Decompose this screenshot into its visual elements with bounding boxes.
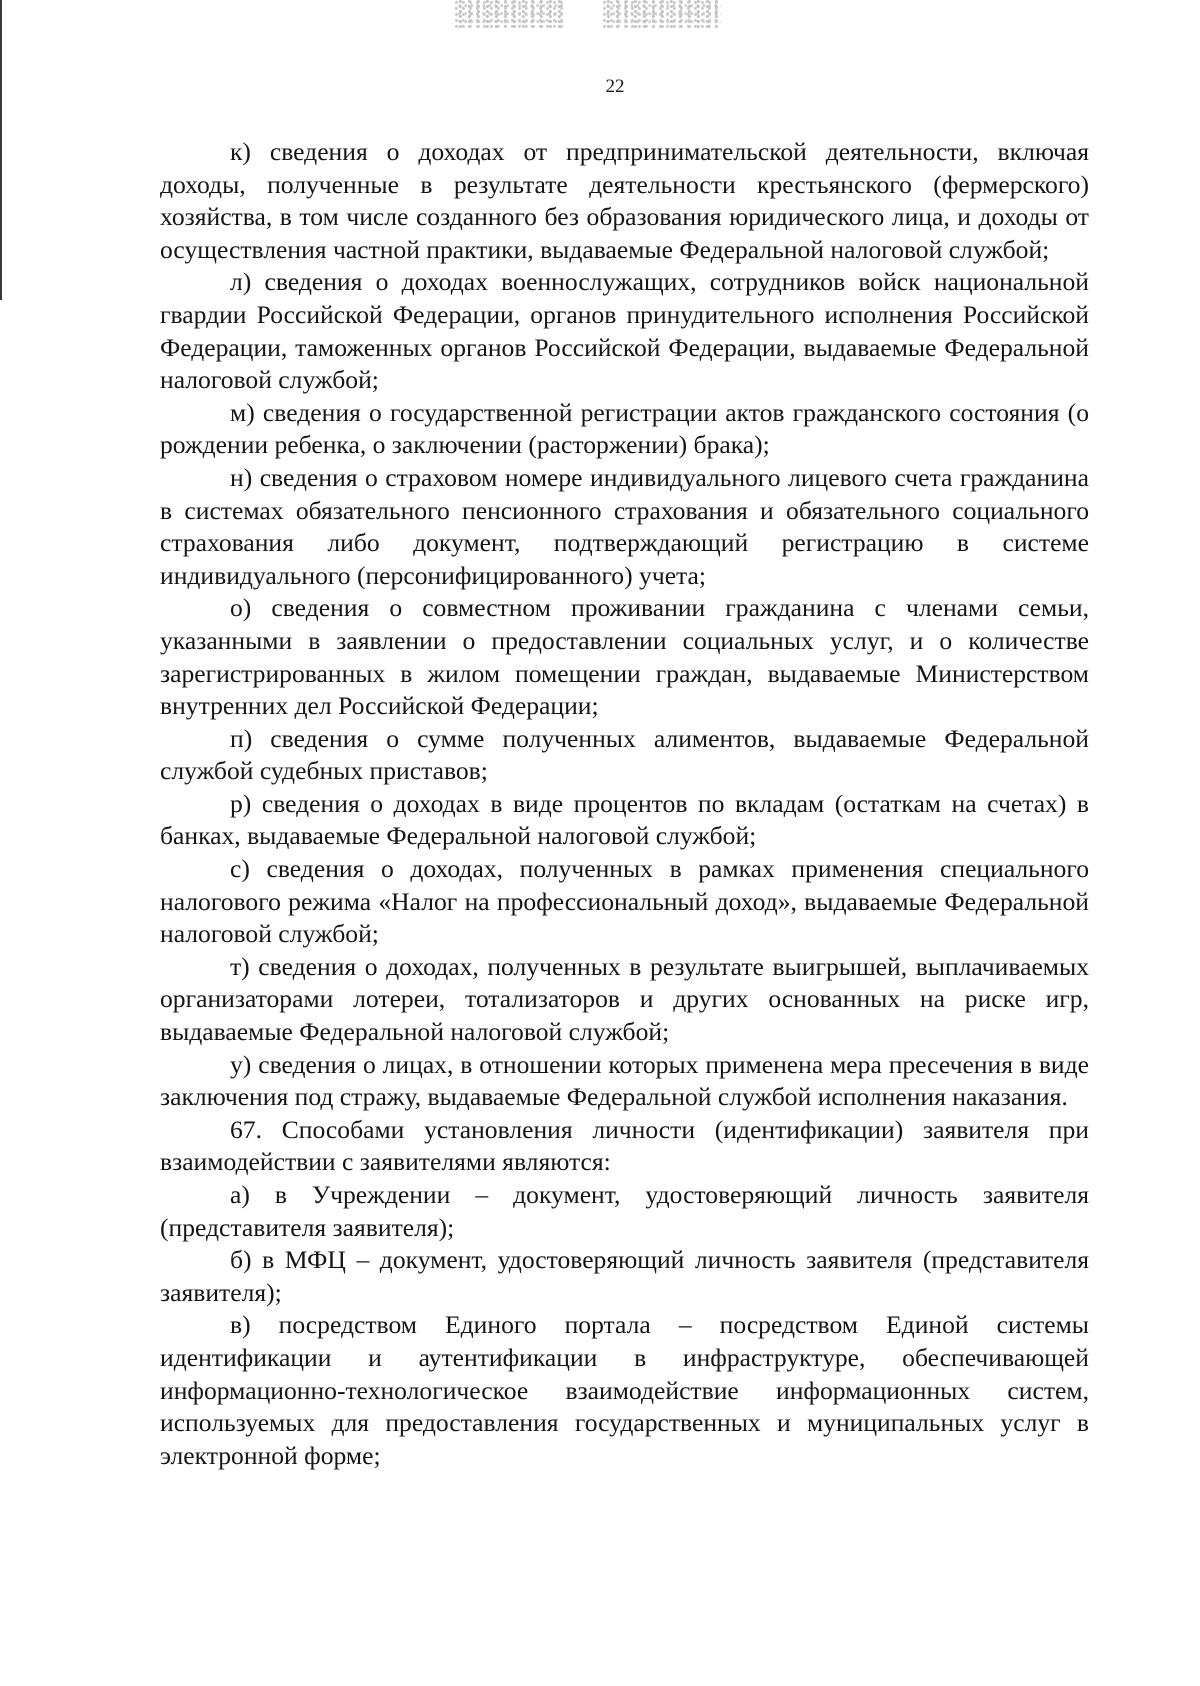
paragraph: п) сведения о сумме полученных алиментов, выдаваемые Федеральной службой судебных приставов;: [160, 723, 1089, 786]
scan-artifact: [603, 0, 721, 28]
paragraph: л) сведения о доходах военнослужащих, сотрудников войск национальной гвардии Российской Федерации, органов принудительного исполнения Российской Федерации, таможенных органов Российской Федерации, выдаваемые Федеральной налоговой службой;: [160, 267, 1089, 395]
paragraph: с) сведения о доходах, полученных в рамках применения специального налогового режима «Налог на профессиональный доход», выдаваемые Федеральной налоговой службой;: [160, 854, 1089, 949]
page-number: 22: [605, 76, 625, 97]
document-body: [160, 136, 1089, 1472]
paragraph: у) сведения о лицах, в отношении которых применена мера пресечения в виде заключения под стражу, выдаваемые Федеральной службой исполнения наказания.: [160, 1049, 1089, 1112]
scan-artifact: [455, 0, 565, 28]
paragraph: о) сведения о совместном проживании гражданина с членами семьи, указанными в заявлении о предоставлении социальных услуг, и о количестве зарегистрированных в жилом помещении граждан, выдаваемые Министерством внутренних дел Российской Федерации;: [160, 593, 1089, 721]
paragraph: к) сведения о доходах от предпринимательской деятельности, включая доходы, полученные в результате деятельности крестьянского (фермерского) хозяйства, в том числе созданного без образования юридического лица, и доходы от осуществления частной практики, выдаваемые Федеральной налоговой службой;: [160, 137, 1089, 264]
paragraph: р) сведения о доходах в виде процентов по вкладам (остаткам на счетах) в банках, выдаваемые Федеральной налоговой службой;: [160, 788, 1089, 851]
paragraph: м) сведения о государственной регистрации актов гражданского состояния (о рождении ребенка, о заключении (расторжении) брака);: [160, 397, 1089, 460]
paragraph: б) в МФЦ – документ, удостоверяющий личность заявителя (представителя заявителя);: [160, 1245, 1089, 1307]
paragraph: 67. Способами установления личности (идентификации) заявителя при взаимодействии с заявителями являются:: [160, 1114, 1089, 1177]
paragraph: т) сведения о доходах, полученных в результате выигрышей, выплачиваемых организаторами лотереи, тотализаторов и других основанных на риске игр, выдаваемые Федеральной налоговой службой;: [160, 951, 1089, 1047]
paragraph: н) сведения о страховом номере индивидуального лицевого счета гражданина в системах обязательного пенсионного страхования и обязательного социального страхования либо документ, подтверждающий регистрацию в системе индивидуального (персонифицированного) учета;: [160, 462, 1089, 590]
paragraph: а) в Учреждении – документ, удостоверяющий личность заявителя (представителя заявителя);: [160, 1180, 1089, 1242]
scan-edge: [0, 0, 2, 300]
paragraph: в) посредством Единого портала – посредством Единой системы идентификации и аутентификации в инфраструктуре, обеспечивающей информационно-технологическое взаимодействие информационных систем, используемых для предоставления государственных и муниципальных услуг в электронной форме;: [160, 1310, 1089, 1470]
